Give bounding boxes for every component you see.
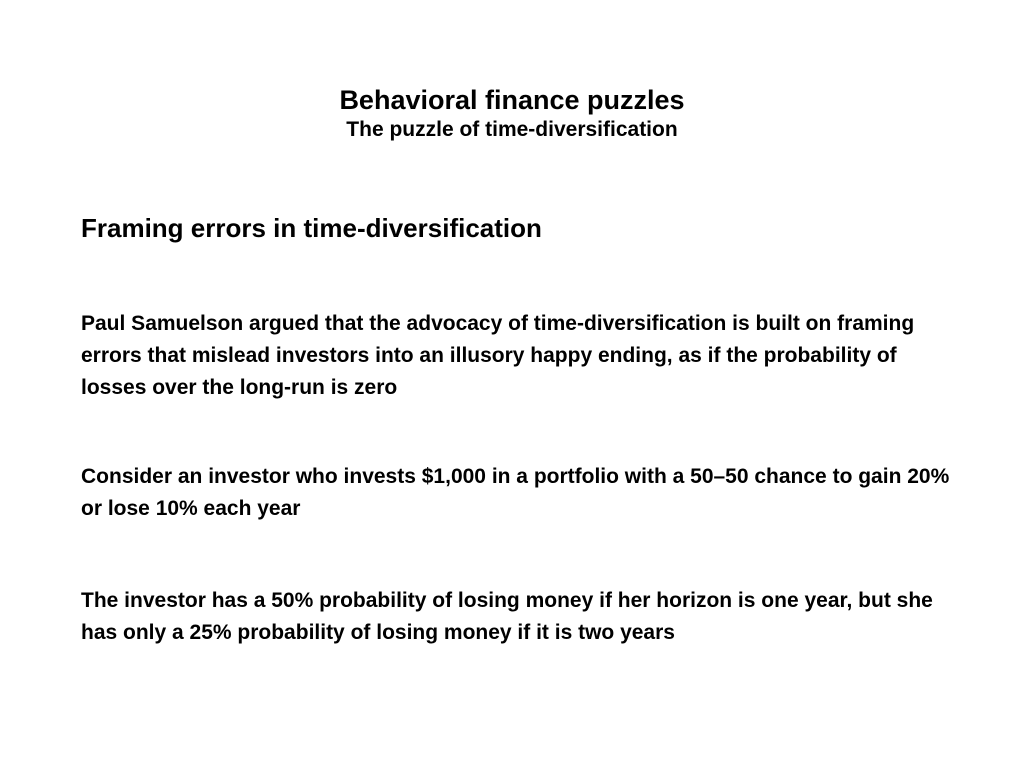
title-block [0,84,1024,144]
slide-subtitle: The puzzle of time-diversification [346,118,678,141]
paragraph-investor-example: Consider an investor who invests $1,000 in a portfolio with a 50–50 chance to gain 20% or lose 10% each year [81,465,950,520]
paragraph-samuelson: Paul Samuelson argued that the advocacy of time-diversification is built on framing errors that mislead investors into an illusory happy ending, as if the probability of losses over the long-run is zero [81,312,915,399]
slide-title: Behavioral finance puzzles [339,85,685,115]
section-heading: Framing errors in time-diversification [81,213,542,243]
paragraph-probability: The investor has a 50% probability of losing money if her horizon is one year, but she has only a 25% probability of losing money if it is two years [81,589,933,644]
